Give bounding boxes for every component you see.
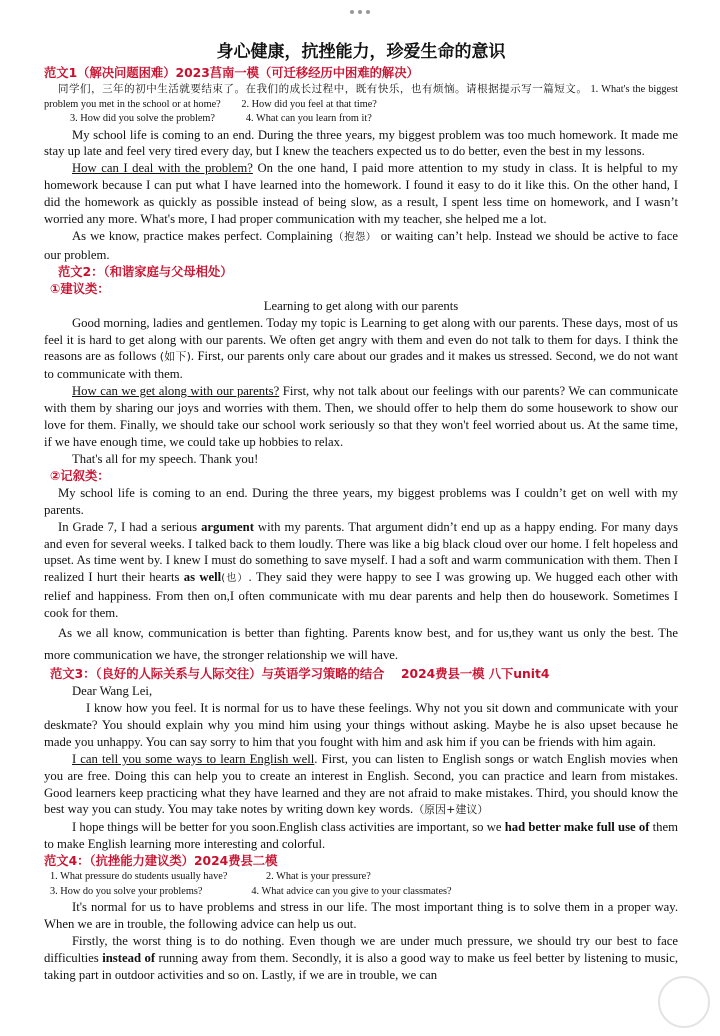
chinese-note: (如下) [159,350,191,364]
bold-phrase: argument [201,519,254,534]
bold-phrase: instead of [102,950,156,965]
section1-paragraph-2 [44,160,678,228]
speech-paragraph-1 [44,315,678,384]
bold-phrase: as well [183,570,222,585]
paragraph-text: As we know, practice makes perfect. Complaining [72,228,333,243]
section1-prompt-row2 [44,112,678,127]
section1-heading: 范文1（解决问题困难）2023莒南一模（可迁移经历中困难的解决） [44,66,419,80]
prompt-zh: 同学们，三年的初中生活就要结束了。在我们的成长过程中，既有快乐，也有烦恼。请根据提示写一篇短文。 [58,83,588,95]
section4-questions-row2 [44,885,678,900]
letter-paragraph-3 [44,819,678,853]
letter-paragraph-1: I know how you feel. It is normal for us to have these feelings. Why not you sit down and communicate with your deskmate? You should explain why you mind him using your things without asking. Maybe he is also upset because he made you unhappy. You can say sorry to him that you fought with him and ask him if you can be friends with him again. [44,700,678,749]
underlined-sentence: I can tell you some ways to learn English well [72,751,315,766]
question-2: 2. What is your pressure? [266,871,371,883]
chinese-note: (也） [221,573,249,585]
section4-questions-row1 [44,870,678,885]
question-4: 4. What advice can you give to your classmates? [251,885,452,897]
section2-sub-narrative: ②记叙类： [50,468,110,483]
watermark-logo [658,976,710,1028]
speech-title: Learning to get along with our parents [263,298,459,313]
narrative-paragraph-2 [44,519,678,622]
essay-paragraph-2 [44,933,678,984]
prompt-q4: 4. What can you learn from it? [245,113,372,124]
chinese-note: （原因+建议） [413,803,489,817]
paragraph-text: First, why not talk about our feelings with our parents? We can communicate with them by sharing our joys and worries with them. Then, we should offer to help them do some housework to show our love for them. Finally, we should take our school work seriously so that they won't feel worried about us. At the same time, if we have enough time, we could take up hobbies to relax. [44,384,678,449]
paragraph-text: running away from them. Secondly, it is also a good way to make us feel better by listening to music, taking part in outdoor activities and so on. Lastly, if we are in trouble, we can [44,950,679,982]
paragraph-text: . First, you can listen to English songs or watch English movies when you are free. Doing this can help you to create an interest in English. Second, you can practice and learn from mistakes. Good learners keep practicing what they have learned and they are not afraid to make mistakes. Third, you should know the best way you can study. You may take notes by writing down key words. [44,751,679,817]
question-3: 3. How do you solve your problems? [50,885,203,897]
underlined-question: How can I deal with the problem? [72,161,253,176]
letter-paragraph-2 [44,751,678,820]
speech-paragraph-2 [44,383,678,451]
paragraph-text: In Grade 7, I had a serious [58,519,202,534]
paragraph-text: . They said they were happy to see I was growing up. We hugged each other with relief and happiness. From then on,I often communicate with mu dear parents and help then do housework. Sometimes I cook for them. [44,570,678,621]
section2-heading: 范文2：（和谐家庭与父母相处） [58,264,233,279]
paragraph-text: Good morning, ladies and gentlemen. Today my topic is Learning to get along with our parents. These days, most of us feel it is hard to get along with our parents. We often get angry with them and even do not talk to them for days. I think the reasons are as follows [44,315,678,364]
paragraph-text: with my parents. That argument didn’t end up as a happy ending. For many days and even for several weeks. I talked back to them loudly. There was like a big black cloud over our home. I felt hopeless and upset. As time went by. I knew I must do something to save myself. I had a soft and warm communication with them. Then I realized I hurt their hearts [44,519,679,585]
speech-paragraph-3: That's all for my speech. Thank you! [72,451,259,466]
section1-paragraph-3 [44,228,678,264]
section2-sub-advice: ①建议类： [50,281,110,296]
paragraph-text: On the one hand, I paid more attention to my study in class. It is helpful to my homework because I can put what I have learned into the homework. I found it easy to do it like this. On the other hand, I did the homework as quickly as possible instead of being slow, as a result, I spent less time on homework, and I wasn’t worried any more. What's more, I had proper communication with my teacher, she helped me a lot. [44,161,678,227]
paragraph-text: . First, our parents only care about our grades and it makes us stressed. Second, we do not want to communicate with them. [44,349,678,382]
section1-prompt [44,82,678,112]
section4-heading: 范文4：（抗挫能力建议类）2024费县二模 [44,854,278,869]
bold-phrase: had better make full use of [504,820,650,835]
paragraph-text: or waiting can’t help. Instead we should be active to face our problem. [44,228,678,262]
more-options-icon[interactable] [350,10,370,14]
letter-salutation: Dear Wang Lei, [72,684,153,699]
top-bar [0,0,720,24]
section1-paragraph-1: My school life is coming to an end. During the three years, my biggest problem was too much homework. It made me stay up late and feel very tired every day, but I knew the teachers expected us to do better, even the best in my lessons. [44,127,678,159]
chinese-note: （抱怨） [332,231,377,243]
question-1: 1. What pressure do students usually have? [50,871,228,883]
essay-paragraph-1: It's normal for us to have problems and stress in our life. The most important thing is to solve them in a proper way. When we are in trouble, the following advice can help us out. [44,900,678,932]
narrative-paragraph-3: As we all know, communication is better than fighting. Parents know best, and for us,they want us only the best. The more communication we have, the stronger relationship we will have. [44,626,678,663]
prompt-q3: 3. How did you solve the problem? [70,113,215,124]
prompt-q1: 1. What's the biggest problem you met in the school or at home? [44,84,679,110]
narrative-paragraph-1: My school life is coming to an end. During the three years, my biggest problems was I couldn’t get on well with my parents. [44,485,678,517]
section3-heading: 范文3：（良好的人际关系与人际交往）与英语学习策略的结合 2024费县一模 八下unit4 [50,667,550,682]
document-title: 身心健康，抗挫能力，珍爱生命的意识 [216,42,506,62]
document-page [44,40,678,984]
paragraph-text: I hope things will be better for you soon.English class activities are important, so we [72,820,505,835]
underlined-question: How can we get along with our parents? [72,384,280,399]
paragraph-text: Firstly, the worst thing is to do nothing. Even though we are under much pressure, we should try our best to face difficulties [44,933,678,965]
paragraph-text: them to make English learning more interesting and colorful. [44,820,678,852]
prompt-q2: 2. How did you feel at that time? [241,98,377,110]
